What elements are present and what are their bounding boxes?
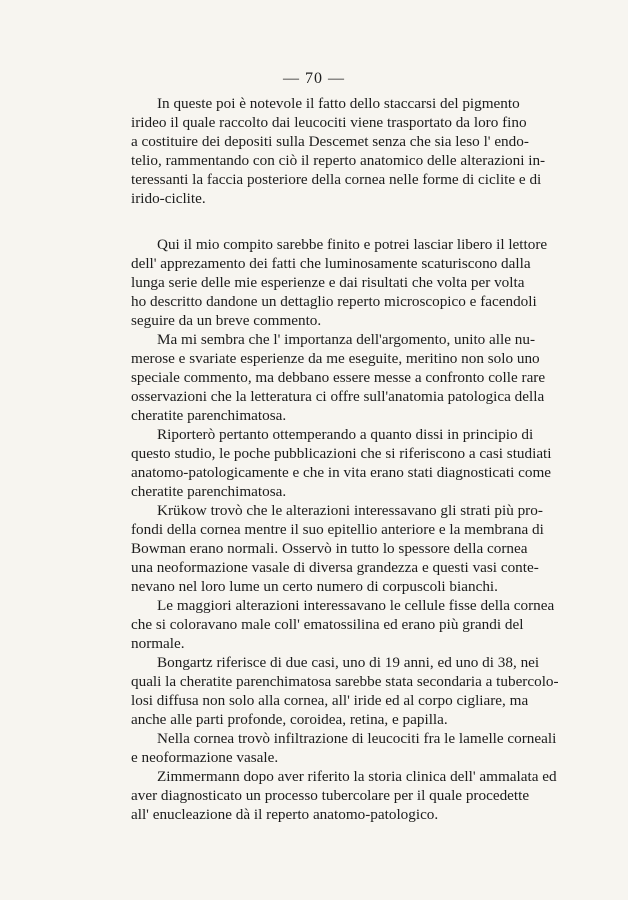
text-line: Krükow trovò che le alterazioni interessavano gli strati più pro- — [157, 502, 543, 519]
paragraph-gap — [131, 208, 564, 235]
text-line: dell' apprezamento dei fatti che luminosamente scaturiscono dalla — [131, 255, 531, 272]
text-line: e neoformazione vasale. — [131, 749, 279, 766]
text-line: quali la cheratite parenchimatosa sarebbe stata secondaria a tubercolo- — [131, 673, 559, 690]
text-line: che si coloravano male coll' ematossilina ed erano più grandi del — [131, 616, 524, 633]
text-line: irido-ciclite. — [131, 190, 206, 207]
paragraph — [131, 94, 564, 208]
text-line: una neoformazione vasale di diversa grandezza e questi vasi conte- — [131, 559, 539, 576]
paragraph — [131, 596, 564, 653]
text-line: irideo il quale raccolto dai leucociti viene trasportato da loro fino — [131, 114, 527, 131]
paragraph — [131, 767, 564, 824]
text-line: Qui il mio compito sarebbe finito e potrei lasciar libero il lettore — [157, 236, 548, 253]
text-line: Le maggiori alterazioni interessavano le cellule fisse della cornea — [157, 597, 555, 614]
text-line: ho descritto dandone un dettaglio reperto microscopico e facendoli — [131, 293, 537, 310]
paragraph — [131, 235, 564, 330]
text-line: In queste poi è notevole il fatto dello staccarsi del pigmento — [157, 95, 520, 112]
text-line: Zimmermann dopo aver riferito la storia clinica dell' ammalata ed — [157, 768, 557, 785]
text-line: Riporterò pertanto ottemperando a quanto dissi in principio di — [157, 426, 534, 443]
text-line: Ma mi sembra che l' importanza dell'argomento, unito alle nu- — [157, 331, 536, 348]
text-line: Bowman erano normali. Osservò in tutto lo spessore della cornea — [131, 540, 528, 557]
text-line: anche alle parti profonde, coroidea, retina, e papilla. — [131, 711, 448, 728]
text-line: normale. — [131, 635, 185, 652]
text-line: lunga serie delle mie esperienze e dai risultati che volta per volta — [131, 274, 525, 291]
text-line: merose e svariate esperienze da me eseguite, meritino non solo uno — [131, 350, 540, 367]
text-line: all' enucleazione dà il reperto anatomo-patologico. — [131, 806, 439, 823]
text-line: Nella cornea trovò infiltrazione di leucociti fra le lamelle corneali — [157, 730, 557, 747]
text-line: a costituire dei depositi sulla Descemet senza che sia leso l' endo- — [131, 133, 529, 150]
text-line: nevano nel loro lume un certo numero di corpuscoli bianchi. — [131, 578, 498, 595]
page-number: — 70 — — [283, 70, 345, 87]
text-line: osservazioni che la letteratura ci offre sull'anatomia patologica della — [131, 388, 545, 405]
text-line: fondi della cornea mentre il suo epitellio anteriore e la membrana di — [131, 521, 544, 538]
paragraph — [131, 425, 564, 501]
text-line: teressanti la faccia posteriore della cornea nelle forme di ciclite e di — [131, 171, 542, 188]
text-line: Bongartz riferisce di due casi, uno di 19 anni, ed uno di 38, nei — [157, 654, 540, 671]
text-line: cheratite parenchimatosa. — [131, 483, 287, 500]
text-line: questo studio, le poche pubblicazioni che si riferiscono a casi studiati — [131, 445, 552, 462]
paragraph — [131, 501, 564, 596]
text-line: telio, rammentando con ciò il reperto anatomico delle alterazioni in- — [131, 152, 546, 169]
text-line: cheratite parenchimatosa. — [131, 407, 287, 424]
paragraph — [131, 729, 564, 767]
text-line: seguire da un breve commento. — [131, 312, 322, 329]
paragraph — [131, 653, 564, 729]
paragraph — [131, 330, 564, 425]
text-line: speciale commento, ma debbano essere messe a confronto colle rare — [131, 369, 546, 386]
body-text — [131, 94, 564, 824]
text-line: anatomo-patologicamente e che in vita erano stati diagnosticati come — [131, 464, 552, 481]
text-line: aver diagnosticato un processo tubercolare per il quale procedette — [131, 787, 530, 804]
text-line: losi diffusa non solo alla cornea, all' iride ed al corpo cigliare, ma — [131, 692, 529, 709]
